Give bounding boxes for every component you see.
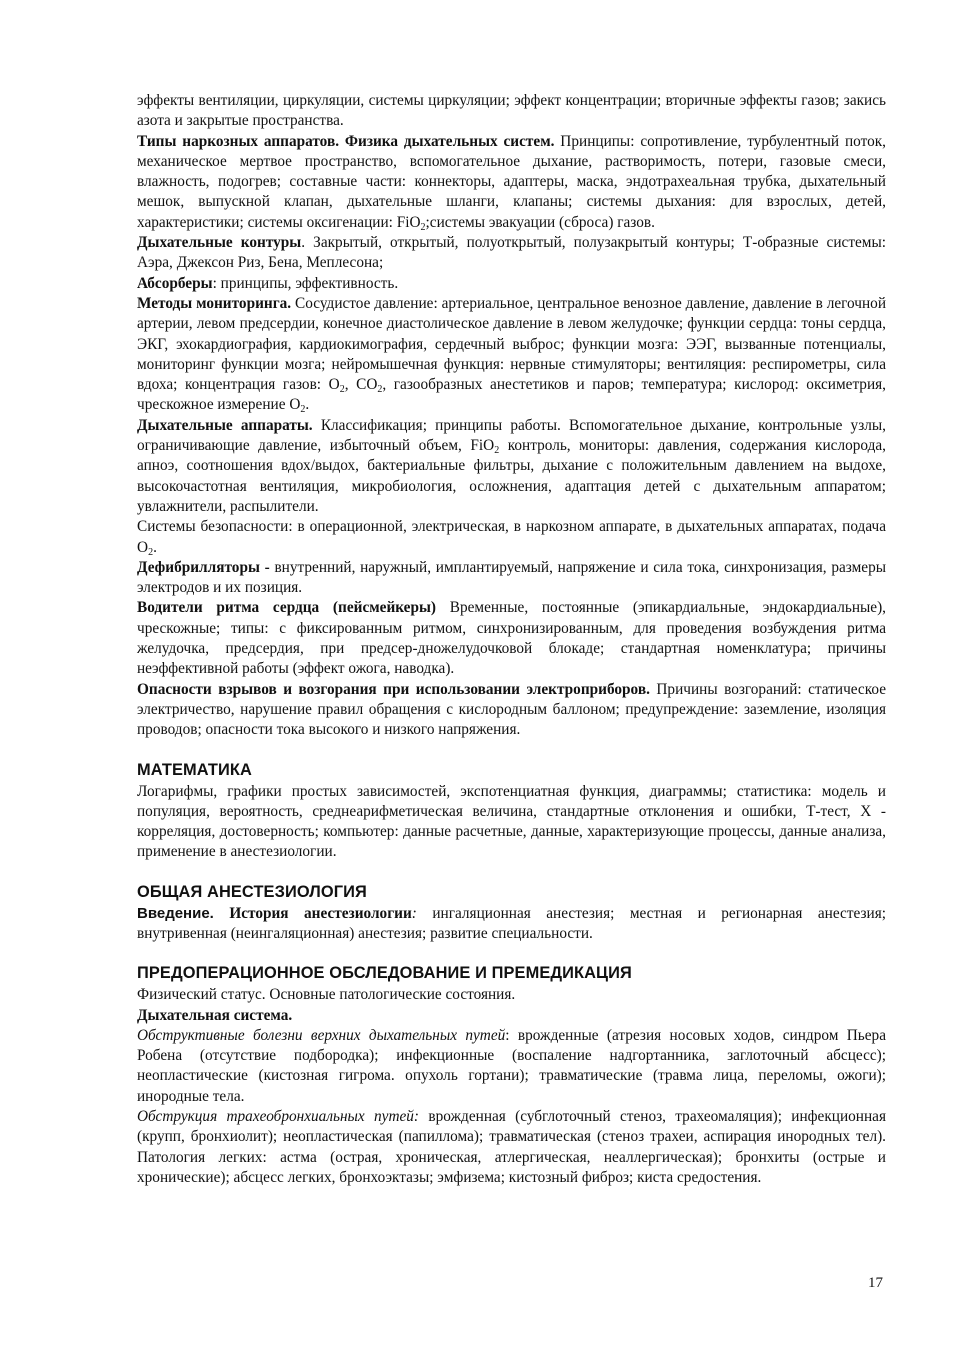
paragraph — [137, 1006, 886, 1026]
text-run: 2 — [300, 404, 306, 416]
text-run: 2 — [494, 445, 500, 457]
section-heading: ОБЩАЯ АНЕСТЕЗИОЛОГИЯ — [137, 882, 367, 901]
text-run: внутренний, наружный, имплантируемый, напряжение и сила тока, синхронизация, размеры электродов и их позиция. — [137, 558, 886, 597]
text-run: . — [153, 538, 157, 556]
text-run: : принципы, эффективность. — [212, 274, 399, 292]
text-run: Типы наркозных аппаратов. Физика дыхательных систем. — [137, 132, 555, 150]
text-run: контроль, мониторы: давления, содержания кислорода, апноэ, соотношения вдох/выдох, бактериальные фильтры, дыхание с положительным давлением на выдохе, высокочастотная вентиляция, микробиология, осложнения, адаптация детей с дыхательным аппаратом; увлажнители, распылители. — [137, 437, 886, 515]
text-run: Физический статус. Основные патологические состояния. — [137, 986, 516, 1004]
text-run: Обструкция трахеобронхиальных путей: — [137, 1108, 420, 1126]
paragraph — [137, 294, 886, 416]
text-run: Дыхательная система. — [137, 1006, 293, 1024]
paragraph — [137, 782, 886, 863]
text-run: : врожденные (атрезия носовых ходов, синдром Пьера Робена (отсутствие подбородка); инфекционные (воспаление надгортанника, заглоточный абсцесс); неопластические (кистозная гигрома. опухоль гортани); травматические (травма лица, переломы, ожоги); инородные тела. — [137, 1026, 886, 1105]
paragraph — [137, 416, 886, 517]
text-run: ингаляционная анестезия; местная и регионарная анестезия; внутривенная (неингаляционная) анестезия; развитие специальности. — [137, 904, 887, 942]
section-heading: ПРЕДОПЕРАЦИОННОЕ ОБСЛЕДОВАНИЕ И ПРЕМЕДИКАЦИЯ — [137, 964, 632, 983]
paragraph — [137, 985, 886, 1005]
text-run: эффекты вентиляции, циркуляции, системы циркуляции; эффект концентрации; вторичные эффекты газов; закись азота и закрытые пространства. — [137, 92, 886, 130]
text-run: Временные, постоянные (эпикардиальные, эндокардиальные), чрескожные; типы: с фиксированным ритмом, синхронизированным, для проведения возбуждения ритма желудочка, предсердия, при предсер-дножелудочковой блокаде; стандартная номенклатура; причины неэффективной работы (эффект ожога, наводка). — [137, 599, 886, 678]
text-run: Обструктивные болезни верхних дыхательных путей — [137, 1026, 506, 1044]
text-run: Сосудистое давление: артериальное, центральное венозное давление, давление в легочной артерии, левом предсердии, конечное диастолическое давление в левом желудочке; функции сердца: тоны сердца, ЭКГ, эхокардиография, кардиокимография, сердечный выброс; функции мозга: ЭЭГ, вызванные потенциалы, мониторинг функции мозга; нейромышечная функция: нервные стимуляторы; вентиляция: респирометры, сила вдоха; концентрация газов: O — [137, 294, 887, 394]
paragraph — [137, 132, 886, 233]
text-run: . — [305, 396, 310, 414]
section — [137, 963, 886, 1188]
text-run: Методы мониторинга. — [137, 294, 292, 312]
paragraph — [137, 680, 886, 741]
text-run: Причины возгораний: статическое электричество, нарушение правил обращения с кислородным баллоном; предупреждение: заземление, изоляция проводов; опасности тока высокого и низкого напряжения. — [137, 680, 886, 739]
paragraph — [137, 233, 886, 274]
text-run: Абсорберы — [137, 274, 213, 292]
paragraph — [137, 598, 886, 679]
paragraph — [137, 558, 886, 599]
text-run: Водители ритма сердца (пейсмейкеры) — [137, 599, 437, 617]
text-run: , газообразных анестетиков и паров; температура; кислород: оксиметрия, чрескожное измерение O — [137, 376, 887, 414]
section — [137, 760, 886, 863]
paragraph — [137, 517, 886, 558]
section — [137, 882, 886, 945]
document-body — [137, 91, 886, 1188]
page-number: 17 — [868, 1275, 883, 1291]
text-run: 2 — [377, 384, 383, 396]
text-run: : — [411, 904, 433, 922]
text-run: Логарифмы, графики простых зависимостей, экспотенциатная функция, диаграммы; статистика: модель и популяция, вероятность, среднеарифметическая величина, стандартные отклонения и ошибки, Т-тест, Х - корреляция, достоверность; компьютер: данные расчетные, данные, характеризующие процессы, данные анализа, применение в анестезиологии. — [137, 782, 886, 861]
section — [137, 91, 886, 741]
section-heading: МАТЕМАТИКА — [137, 760, 252, 779]
text-run: Дефибрилляторы - — [137, 558, 270, 576]
paragraph — [137, 274, 886, 294]
paragraph — [137, 904, 886, 945]
text-run: 2 — [148, 546, 154, 558]
text-run: Введение. — [137, 904, 214, 922]
text-run: История анестезиологии — [229, 904, 412, 922]
paragraph — [137, 1026, 886, 1107]
text-run: Принципы: сопротивление, турбулентный поток, механическое мертвое пространство, вспомогательное дыхание, растворимость, потери, газовые смеси, влажность, подогрев; составные части: коннекторы, адаптеры, маска, эндотрахеальная трубка, дыхательный мешок, выпускной клапан, дыхательные шланги, клапаны; системы дыхания: для взрослых, детей, характеристики; системы оксигенации: FiO — [137, 132, 886, 231]
text-run: . Закрытый, открытый, полуоткрытый, полузакрытый контуры; Т-образные системы: Аэра, Джексон Риз, Бена, Меплесона; — [137, 234, 887, 272]
text-run: Дыхательные контуры — [137, 234, 302, 252]
text-run: ;системы эвакуации (сброса) газов. — [425, 213, 655, 231]
text-run: Опасности взрывов и возгорания при использовании электроприборов. — [137, 680, 650, 698]
text-run: Дыхательные аппараты. — [137, 416, 313, 434]
text-run: 2 — [339, 384, 345, 396]
paragraph — [137, 91, 886, 132]
text-run: Классификация; принципы работы. Вспомогательное дыхание, контрольные узлы, ограничивающие давление, избыточный объем, FiO — [137, 416, 886, 455]
text-run: Системы безопасности: в операционной, электрическая, в наркозном аппарате, в дыхательных аппаратах, подача O — [137, 518, 886, 556]
text-run — [214, 905, 229, 922]
text-run: врожденная (субглоточный стеноз, трахеомаляция); инфекционная (крупп, бронхиолит); неопластическая (папиллома); травматическая (стеноз трахеи, аспирация инородных тел). Патология легких: астма (острая, хроническая, атлергическая, неаллергическая); бронхиты (острые и хронические); абсцесс легких, бронхоэктазы; эмфизема; кистозный фиброз; киста средостения. — [137, 1108, 886, 1186]
text-run: 2 — [420, 221, 426, 233]
paragraph — [137, 1107, 886, 1188]
text-run: , CO — [344, 376, 378, 394]
